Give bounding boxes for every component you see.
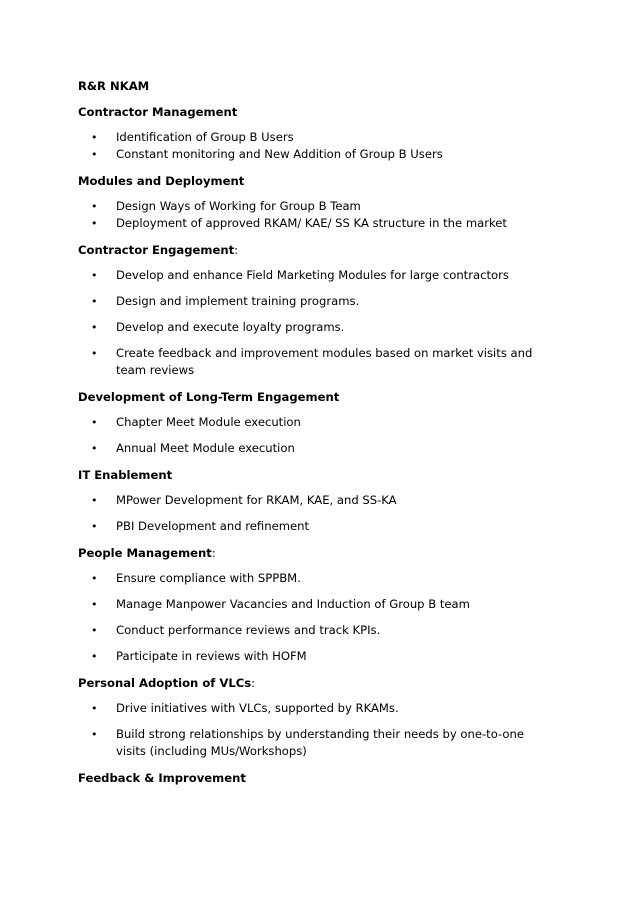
heading-text: IT Enablement bbox=[78, 468, 173, 482]
list-item bbox=[78, 215, 558, 232]
list-item-text: Design Ways of Working for Group B Team bbox=[116, 199, 361, 213]
list-item bbox=[78, 726, 558, 760]
bullet-icon: • bbox=[91, 269, 98, 282]
list-item-text: Ensure compliance with SPPBM. bbox=[116, 571, 301, 585]
list-item-text: Conduct performance reviews and track KPIs. bbox=[116, 623, 381, 637]
heading-text: Feedback & Improvement bbox=[78, 771, 246, 785]
bullet-icon: • bbox=[91, 728, 98, 741]
list-item bbox=[78, 518, 558, 535]
heading-suffix: : bbox=[251, 676, 256, 690]
section-heading-personal-adoption bbox=[78, 675, 255, 691]
list-item bbox=[78, 146, 558, 163]
list-item-text: MPower Development for RKAM, KAE, and SS-KA bbox=[116, 493, 397, 507]
bullet-icon: • bbox=[91, 321, 98, 334]
list-item-text: Design and implement training programs. bbox=[116, 294, 360, 308]
section-heading-it-enablement bbox=[78, 467, 172, 483]
list-item-text: Build strong relationships by understanding their needs by one-to-one visits (including MUs/Workshops) bbox=[116, 727, 525, 758]
list-item bbox=[78, 440, 558, 457]
list-item-text: Deployment of approved RKAM/ KAE/ SS KA structure in the market bbox=[116, 216, 507, 230]
list-item-text: Develop and enhance Field Marketing Modules for large contractors bbox=[116, 268, 509, 282]
bullet-icon: • bbox=[91, 494, 98, 507]
bullet-icon: • bbox=[91, 131, 98, 144]
list-item-text: Manage Manpower Vacancies and Induction of Group B team bbox=[116, 597, 470, 611]
list-item-text: Participate in reviews with HOFM bbox=[116, 649, 307, 663]
bullet-icon: • bbox=[91, 217, 98, 230]
heading-text: Development of Long-Term Engagement bbox=[78, 390, 340, 404]
bullet-icon: • bbox=[91, 650, 98, 663]
list-item bbox=[78, 622, 558, 639]
bullet-icon: • bbox=[91, 347, 98, 360]
section-heading-people-management bbox=[78, 545, 216, 561]
section-heading-feedback-improvement bbox=[78, 770, 246, 786]
bullet-icon: • bbox=[91, 148, 98, 161]
bullet-icon: • bbox=[91, 598, 98, 611]
heading-text: Modules and Deployment bbox=[78, 174, 245, 188]
page-title: R&R NKAM bbox=[78, 79, 150, 93]
section-heading-contractor-management bbox=[78, 104, 237, 120]
list-item bbox=[78, 198, 558, 215]
list-item bbox=[78, 345, 558, 379]
section-heading-modules-deployment bbox=[78, 173, 244, 189]
list-item bbox=[78, 414, 558, 431]
bullet-icon: • bbox=[91, 295, 98, 308]
list-item-text: Drive initiatives with VLCs, supported by RKAMs. bbox=[116, 701, 399, 715]
heading-text: Personal Adoption of VLCs bbox=[78, 676, 252, 690]
bullet-icon: • bbox=[91, 702, 98, 715]
list-item-text: Develop and execute loyalty programs. bbox=[116, 320, 345, 334]
list-item bbox=[78, 319, 558, 336]
heading-text: Contractor Engagement bbox=[78, 243, 235, 257]
bullet-icon: • bbox=[91, 200, 98, 213]
heading-text: Contractor Management bbox=[78, 105, 238, 119]
bullet-icon: • bbox=[91, 520, 98, 533]
list-item-text: Create feedback and improvement modules based on market visits and team reviews bbox=[116, 346, 533, 377]
bullet-icon: • bbox=[91, 416, 98, 429]
list-item bbox=[78, 570, 558, 587]
heading-suffix: : bbox=[211, 546, 216, 560]
heading-suffix: : bbox=[234, 243, 239, 257]
list-item bbox=[78, 293, 558, 310]
list-item bbox=[78, 700, 558, 717]
section-heading-long-term-engagement bbox=[78, 389, 339, 405]
list-item-text: Chapter Meet Module execution bbox=[116, 415, 301, 429]
list-item-text: PBI Development and refinement bbox=[116, 519, 310, 533]
bullet-icon: • bbox=[91, 442, 98, 455]
list-item-text: Annual Meet Module execution bbox=[116, 441, 295, 455]
list-item bbox=[78, 492, 558, 509]
list-item bbox=[78, 596, 558, 613]
list-item-text: Identification of Group B Users bbox=[116, 130, 294, 144]
bullet-icon: • bbox=[91, 572, 98, 585]
list-item-text: Constant monitoring and New Addition of Group B Users bbox=[116, 147, 443, 161]
bullet-icon: • bbox=[91, 624, 98, 637]
section-heading-contractor-engagement bbox=[78, 242, 238, 258]
list-item bbox=[78, 267, 558, 284]
list-item bbox=[78, 648, 558, 665]
heading-text: People Management bbox=[78, 546, 212, 560]
list-item bbox=[78, 129, 558, 146]
